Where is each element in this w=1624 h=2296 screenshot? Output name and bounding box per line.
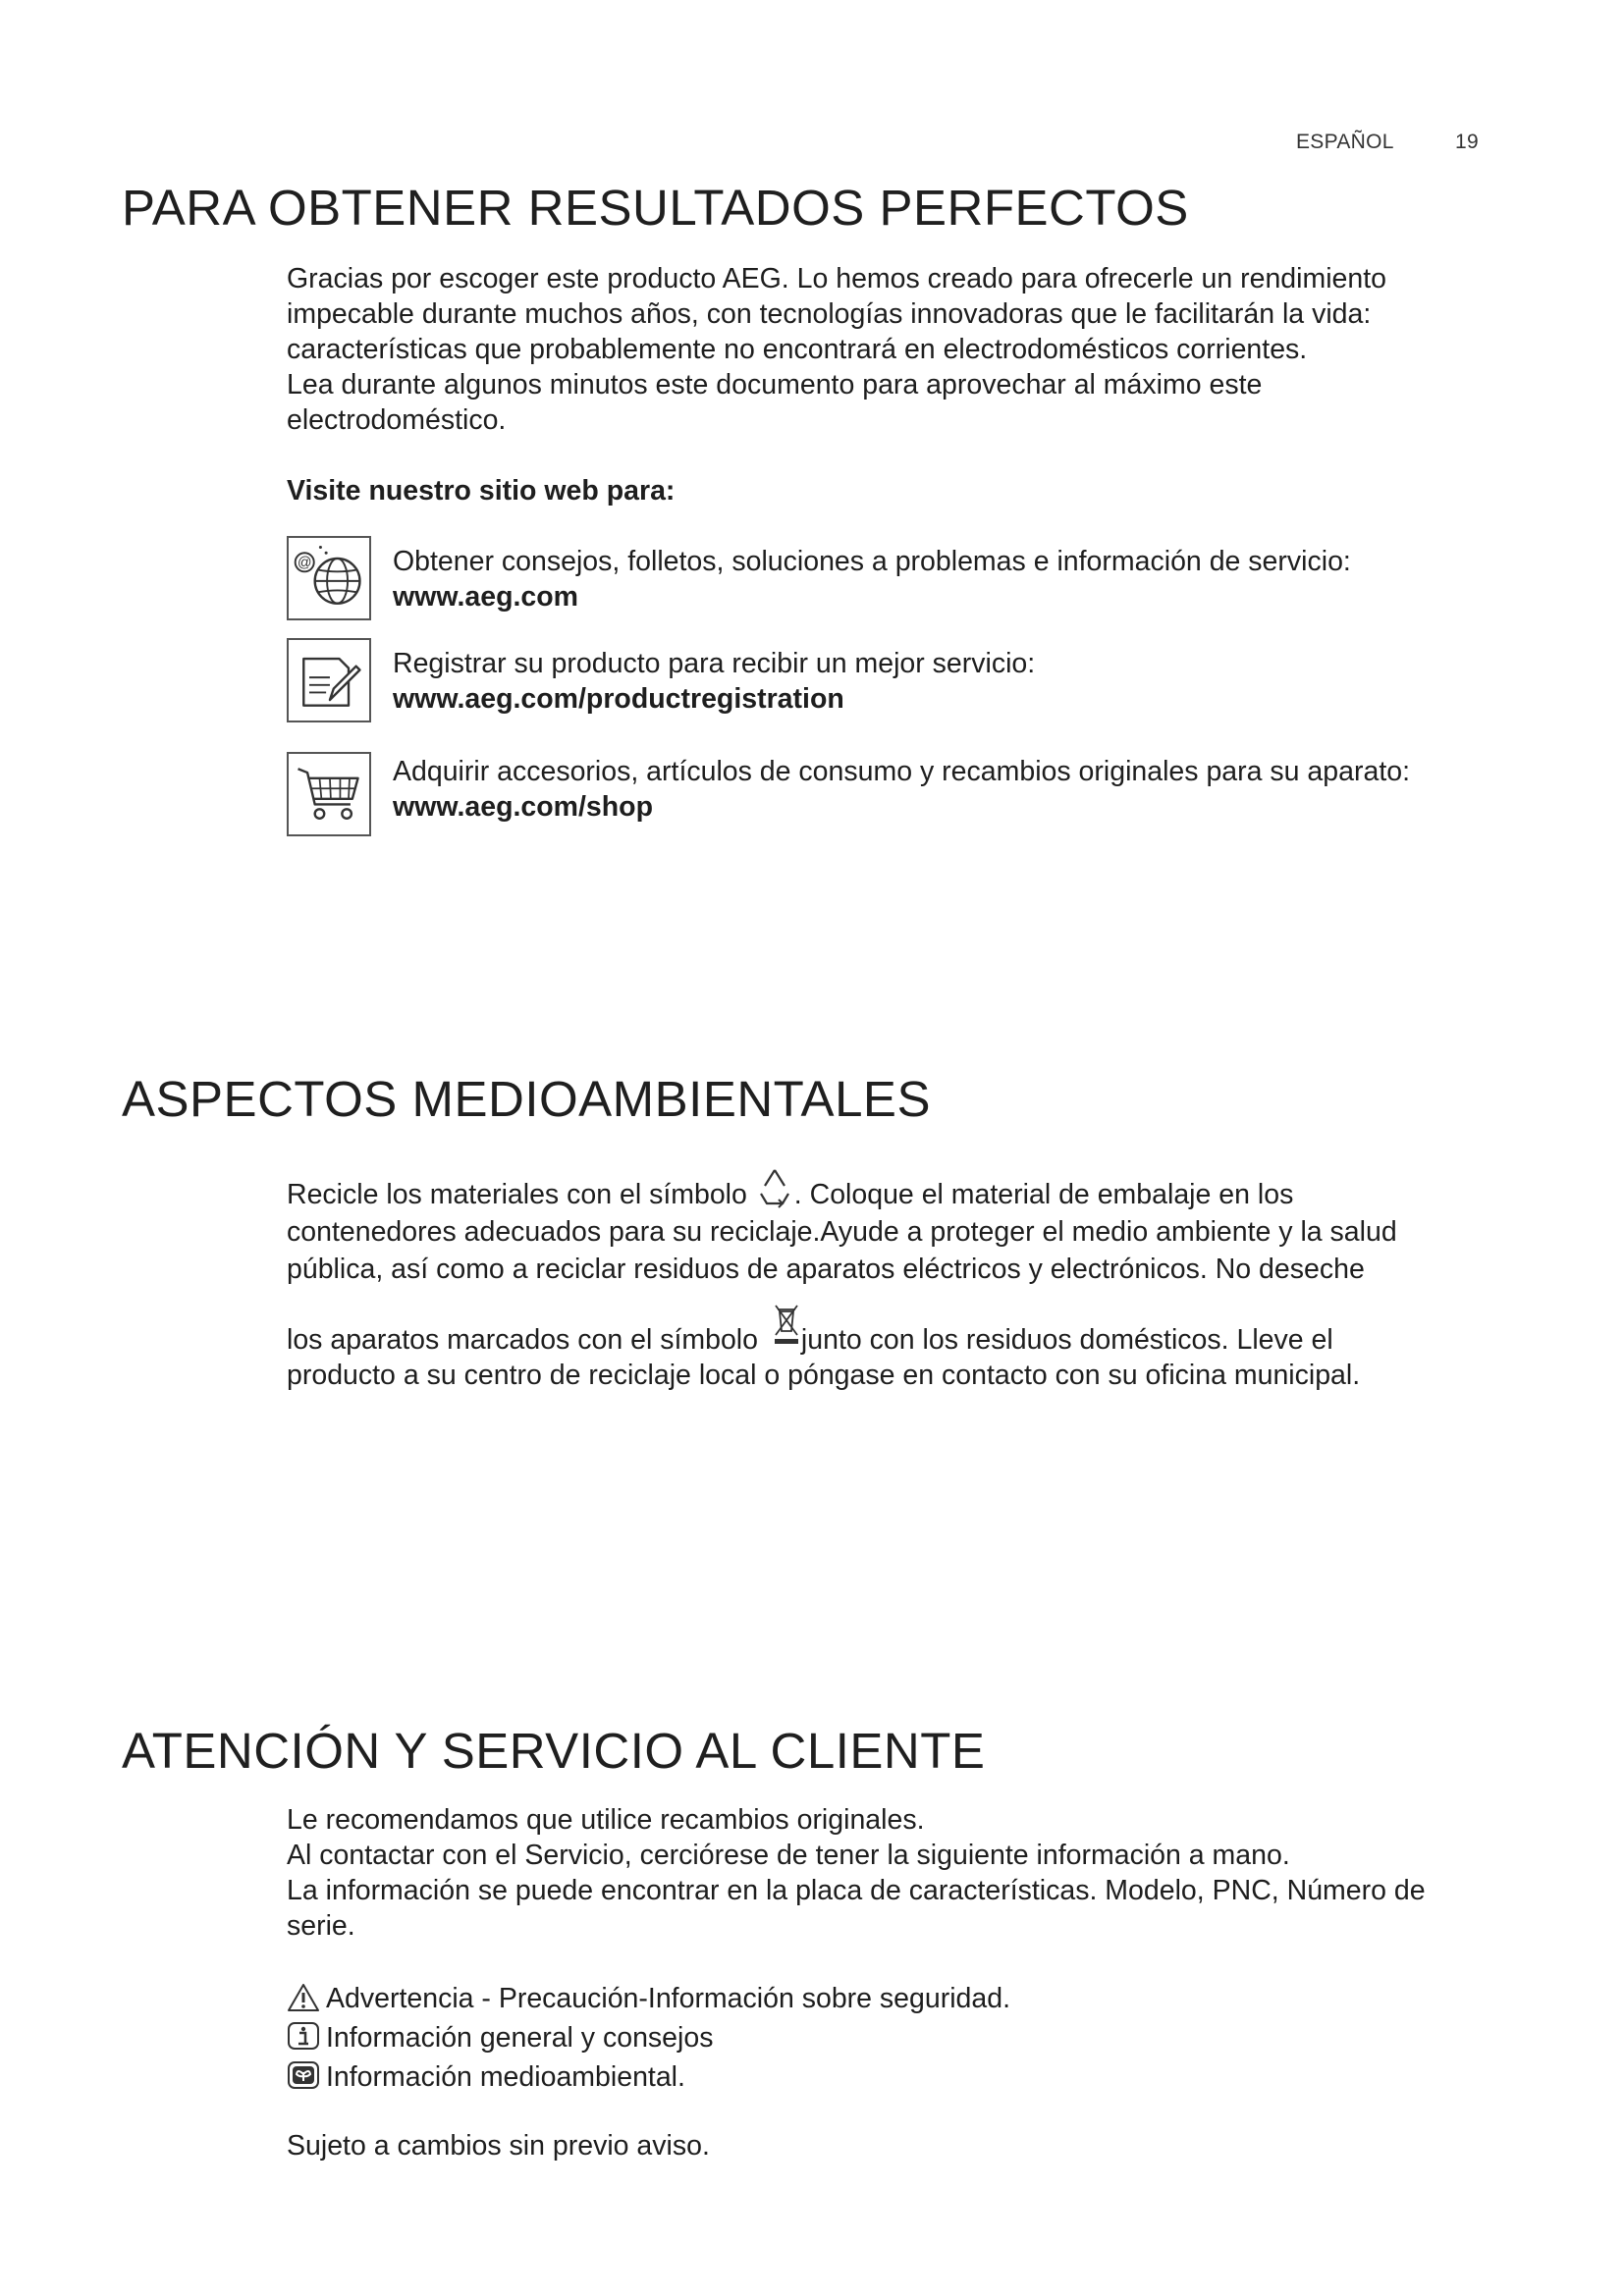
- service-link-shop[interactable]: www.aeg.com/shop: [393, 791, 653, 823]
- info-icon: [287, 2021, 320, 2053]
- service-link-aeg[interactable]: www.aeg.com: [393, 581, 578, 613]
- env-line: producto a su centro de reciclaje local o póngase en contacto con su oficina municipal.: [287, 1360, 1361, 1391]
- legend-text: Advertencia - Precaución-Información sobre seguridad.: [326, 1983, 1011, 2014]
- env-text: Recicle los materiales con el símbolo: [287, 1179, 747, 1210]
- intro-paragraph: [287, 261, 1504, 438]
- section-title-resultados: PARA OBTENER RESULTADOS PERFECTOS: [122, 180, 1189, 236]
- recycle-icon: [755, 1166, 794, 1209]
- footer-note: Sujeto a cambios sin previo aviso.: [287, 2130, 710, 2162]
- legend-text: Información medioambiental.: [326, 2061, 685, 2093]
- service-link-registration[interactable]: www.aeg.com/productregistration: [393, 683, 844, 715]
- env-line: contenedores adecuados para su reciclaje.Ayude a proteger el medio ambiente y la salud: [287, 1216, 1397, 1248]
- legend-info: [287, 2020, 713, 2056]
- service-item-tips: [393, 544, 1351, 614]
- service-item-registration: [393, 646, 1035, 717]
- env-line: [287, 1302, 1504, 1359]
- env-text: los aparatos marcados con el símbolo: [287, 1324, 758, 1356]
- service-text: Registrar su producto para recibir un mejor servicio:: [393, 648, 1036, 679]
- env-line: [287, 1166, 1504, 1213]
- customer-service-paragraph: [287, 1802, 1504, 1944]
- env-text: junto con los residuos domésticos. Lleve el: [800, 1324, 1333, 1356]
- crossed-bin-icon: [772, 1302, 801, 1355]
- environment-icon: [287, 2060, 320, 2092]
- cs-line: Al contactar con el Servicio, cerciórese de tener la siguiente información a mano.: [287, 1840, 1290, 1871]
- env-line: pública, así como a reciclar residuos de aparatos eléctricos y electrónicos. No deseche: [287, 1254, 1365, 1285]
- cs-line: La información se puede encontrar en la placa de características. Modelo, PNC, Número de: [287, 1875, 1426, 1906]
- legend-text: Información general y consejos: [326, 2022, 714, 2054]
- cs-line: Le recomendamos que utilice recambios originales.: [287, 1804, 925, 1836]
- cs-line: serie.: [287, 1910, 355, 1942]
- intro-line: características que probablemente no encontrará en electrodomésticos corrientes.: [287, 334, 1308, 365]
- legend-environment: [287, 2059, 685, 2095]
- service-text: Adquirir accesorios, artículos de consumo y recambios originales para su aparato:: [393, 756, 1411, 787]
- warning-triangle-icon: [287, 1982, 320, 2013]
- environment-paragraph: [287, 1166, 1504, 1394]
- intro-line: Gracias por escoger este producto AEG. Lo hemos creado para ofrecerle un rendimiento: [287, 263, 1387, 294]
- service-text: Obtener consejos, folletos, soluciones a problemas e información de servicio:: [393, 546, 1351, 577]
- shopping-cart-icon: [287, 752, 371, 836]
- registration-form-icon: [287, 638, 371, 722]
- intro-line: electrodoméstico.: [287, 404, 507, 436]
- page-number: 19: [1455, 131, 1479, 153]
- env-text: . Coloque el material de embalaje en los: [793, 1179, 1294, 1210]
- svg-text:@: @: [297, 555, 312, 571]
- intro-line: impecable durante muchos años, con tecnologías innovadoras que le facilitarán la vida:: [287, 298, 1372, 330]
- header-language: ESPAÑOL: [1296, 131, 1394, 153]
- intro-line: Lea durante algunos minutos este documento para aprovechar al máximo este: [287, 369, 1263, 400]
- service-item-shop: [393, 754, 1410, 825]
- visit-heading: Visite nuestro sitio web para:: [287, 475, 676, 507]
- section-title-atencion: ATENCIÓN Y SERVICIO AL CLIENTE: [122, 1723, 986, 1779]
- globe-at-icon: [287, 536, 371, 620]
- legend-warning: [287, 1981, 1010, 2016]
- section-title-medioambientales: ASPECTOS MEDIOAMBIENTALES: [122, 1071, 931, 1127]
